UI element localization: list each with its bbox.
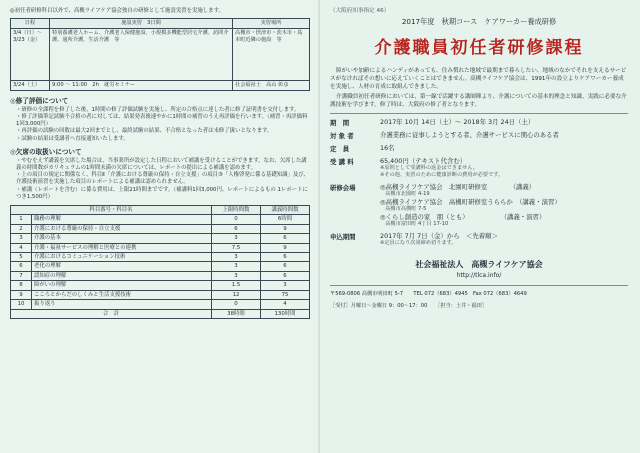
subject-max: 7.5 — [212, 243, 261, 252]
subject-header-name: 科目番号・科目名 — [11, 206, 212, 215]
subject-name: 介護・福祉サービスの理解と医療との連携 — [32, 243, 212, 252]
venue-row — [330, 183, 628, 228]
fee-note: ※その他、実習のために健康診断の費用が必要です。 — [380, 171, 504, 178]
practicum-schedule-table — [10, 18, 310, 91]
subject-hours: 6 — [261, 234, 310, 243]
subject-max: 1.5 — [212, 281, 261, 290]
schedule-header-place: 実習場所 — [233, 19, 310, 29]
schedule-row — [11, 81, 310, 91]
target-value: 介護業務に従事しようとする者、介護サービスに関心のある者 — [380, 130, 559, 139]
fee-value: 65,400円（テキスト代含む） — [380, 156, 467, 165]
absence-section-title: ◎欠席の取扱いについて — [10, 147, 82, 156]
absence-line: ・上の項目の規定に関係なく、科目Ⅱ「介護における尊厳の保持・自立支援」の項目③「人権啓発に係る基礎知識」及び、介護技術演習を実施した項目のレポートによる補講は認められません。 — [16, 172, 309, 186]
subject-header-hours: 講義時間数 — [261, 206, 310, 215]
subject-no: 9 — [11, 290, 32, 299]
subject-no: 2 — [11, 224, 32, 233]
subject-max: 3 — [212, 262, 261, 271]
subject-no: 4 — [11, 243, 32, 252]
subject-hours: 9 — [261, 243, 310, 252]
venue-line: 高槻市高槻町 7-5 — [380, 205, 427, 212]
subject-hours-table — [10, 205, 310, 319]
schedule-header-date: 日程 — [11, 19, 50, 29]
course-heading: 2017年度 秋期コース ケアワーカー養成研修 — [401, 17, 557, 26]
subject-name: 老化の理解 — [32, 262, 212, 271]
absence-line: ・やむをえず講義を欠席した場合は、当事業所が設定した日程において補講を受けることができます。なお、欠席した講義の時間数がカリキュラムの1時間未満の欠席については、レポートの提出による補講を認めます。 — [16, 157, 307, 172]
left-page — [0, 0, 318, 453]
subject-row — [11, 300, 310, 309]
subject-header-row — [11, 206, 310, 215]
schedule-header-content: 施設実習 3日間 — [50, 19, 233, 29]
schedule-header-row — [11, 19, 310, 29]
fee-row — [330, 157, 628, 179]
eval-line: ・研修の全課程を修了した後、1時間の修了評価試験を実施し、所定の合格点に達した者に修了証明書を交付します。 — [16, 106, 300, 113]
absence-line: ・補講（レポートを含む）に係る費用は、上限21時間までです。（補講料1回3,000円、レポートによるもの 1レポートにつき1,500円） — [16, 186, 308, 200]
subject-name: 介護におけるコミュニケーション技術 — [32, 253, 212, 262]
subject-no: 6 — [11, 262, 32, 271]
eval-line: ・再評価の試験の回数は最大2回までとし、最終試験の結果、不合格となった者は未修了扱いとなります。 — [16, 128, 273, 135]
subject-max: 0 — [212, 300, 261, 309]
eval-section-title: ◎修了評価について — [10, 96, 69, 105]
subject-hours: 75 — [261, 290, 310, 299]
venue-line: 高槻市北園町 4-19 — [380, 190, 430, 197]
apply-value: 2017年 7月 7日（金）から ＜先着順＞ — [380, 231, 498, 240]
subject-name: 職務の理解 — [32, 215, 212, 224]
subject-hours: 6 — [261, 271, 310, 280]
subject-name: 振り返り — [32, 300, 212, 309]
subject-header-max: 上限時間数 — [212, 206, 261, 215]
subject-no: 10 — [11, 300, 32, 309]
intro-text: ◎初任者研修科目以外で、高槻ライフケア協会独自の研修として施設実習を実施します。 — [10, 8, 224, 14]
subject-name: 認知症の理解 — [32, 271, 212, 280]
venue-line: ◎高槻ライフケア協会 北園町研修室 （講義） — [380, 182, 536, 191]
apply-row — [330, 232, 628, 247]
organization-name: 社会福祉法人 高槻ライフケア協会 — [415, 259, 543, 269]
subject-row — [11, 281, 310, 290]
apply-block — [380, 232, 628, 247]
subject-row — [11, 243, 310, 252]
subject-name: 障がいの理解 — [32, 281, 212, 290]
capacity-row — [330, 144, 628, 153]
subject-hours: 6時間 — [261, 215, 310, 224]
contact-address: 〒569-0806 高槻市明田町 5-7 TEL 072（683）4945 Fax 072（683）4649 — [330, 291, 527, 298]
subject-name: 介護における尊厳の保持・自立支援 — [32, 224, 212, 233]
subject-row — [11, 253, 310, 262]
schedule-date: 3/4（日）〜3/23（金） — [11, 29, 50, 81]
subject-total-hours: 130時間 — [261, 309, 310, 318]
website-link[interactable]: http://tlca.info/ — [456, 271, 502, 279]
subject-max: 0 — [212, 215, 261, 224]
subject-name: こころとからだのしくみと生活支援技術 — [32, 290, 212, 299]
divider — [330, 113, 628, 114]
lead-paragraph: 介護職員初任者研修においては、第一線で活躍する講師陣より、介護についての基本的理念と知識、実践に必要な介護技術を学びます。修了時は、大阪府の修了者となります。 — [330, 94, 627, 109]
apply-note: ※定員になり次第締め切ります。 — [380, 239, 457, 246]
subject-max: 12 — [212, 290, 261, 299]
subject-hours: 6 — [261, 262, 310, 271]
subject-row — [11, 215, 310, 224]
subject-hours: 3 — [261, 281, 310, 290]
subject-total-row — [11, 309, 310, 318]
period-value: 2017年 10月 14日（土）〜 2018年 3月 24日（土） — [380, 117, 535, 126]
schedule-date: 3/24（土） — [11, 81, 50, 91]
subject-max: 3 — [212, 253, 261, 262]
fee-label: 受 講 料 — [330, 157, 354, 166]
subject-no: 1 — [11, 215, 32, 224]
subject-hours: 4 — [261, 300, 310, 309]
eval-line: ・修了評価筆記試験不合格の者に対しては、結果発表後速やかに1時間の補習のうえ再評価を行います。（補習・再評価料1回3,000円） — [16, 114, 308, 128]
fee-note: ※原則として受講料の返金はできません。 — [380, 164, 479, 171]
subject-row — [11, 290, 310, 299]
subject-total-label: 合 計 — [11, 309, 212, 318]
venue-line: ◎くらし創造の家 朋（とも） （講義・演習） — [380, 212, 546, 221]
venue-label: 研修会場 — [330, 183, 356, 192]
subject-max: 3 — [212, 271, 261, 280]
subject-no: 8 — [11, 281, 32, 290]
subject-row — [11, 224, 310, 233]
schedule-row — [11, 29, 310, 81]
lead-paragraph: 障がいや加齢によるハンディがあっても、住み慣れた地域で最期まで暮らしたい、地域のなかでそれを支えるサービスがなければその想いに応えていくことはできません。高槻ライフケア協会は、1991年の設立よりケアワーカー養成を実施し、人材の育成に取組んできました。 — [330, 68, 627, 90]
subject-max: 3 — [212, 234, 261, 243]
target-row — [330, 131, 628, 140]
subject-hours: 9 — [261, 224, 310, 233]
schedule-content: 9:00 〜 11:00 2h 就労セミナー — [50, 81, 233, 91]
designation-note: （大阪府知事指定 46） — [330, 8, 390, 14]
brochure-title: 介護職員初任者研修課程 — [374, 38, 584, 58]
venue-list — [380, 183, 628, 228]
schedule-place: 社会福祉士 高山 彰彦 — [233, 81, 310, 91]
venue-line: 高槻市富田町 4丁目 17-10 — [380, 220, 449, 227]
capacity-value: 16名 — [380, 143, 395, 152]
schedule-place: 高槻市・摂津市・茨木市・島本町近隣の施設 等 — [233, 29, 310, 81]
subject-max: 6 — [212, 224, 261, 233]
period-row — [330, 118, 628, 127]
right-page — [320, 0, 640, 453]
subject-row — [11, 271, 310, 280]
schedule-content: 特別養護老人ホーム、介護老人保健施設、小規模多機能型居宅介護、訪問介護、通所介護、生活介護 等 — [50, 29, 233, 81]
subject-hours: 6 — [261, 253, 310, 262]
period-label: 期 間 — [330, 118, 350, 127]
subject-row — [11, 262, 310, 271]
divider — [330, 285, 628, 286]
subject-name: 介護の基本 — [32, 234, 212, 243]
subject-row — [11, 234, 310, 243]
subject-no: 5 — [11, 253, 32, 262]
fee-block — [380, 157, 628, 179]
capacity-label: 定 員 — [330, 144, 350, 153]
apply-label: 申込期間 — [330, 232, 356, 241]
reception-hours: ［受付］月曜日〜金曜日 9：00〜17：00 ［担当：土井・福田］ — [330, 303, 488, 310]
subject-total-max: 38時間 — [212, 309, 261, 318]
venue-line: ◎高槻ライフケア協会 高槻町研修室うららか （講義・演習） — [380, 197, 561, 206]
target-label: 対 象 者 — [330, 131, 354, 140]
subject-no: 3 — [11, 234, 32, 243]
subject-no: 7 — [11, 271, 32, 280]
eval-line: ・試験の結果は受講者へ直接通知いたします。 — [16, 135, 129, 142]
